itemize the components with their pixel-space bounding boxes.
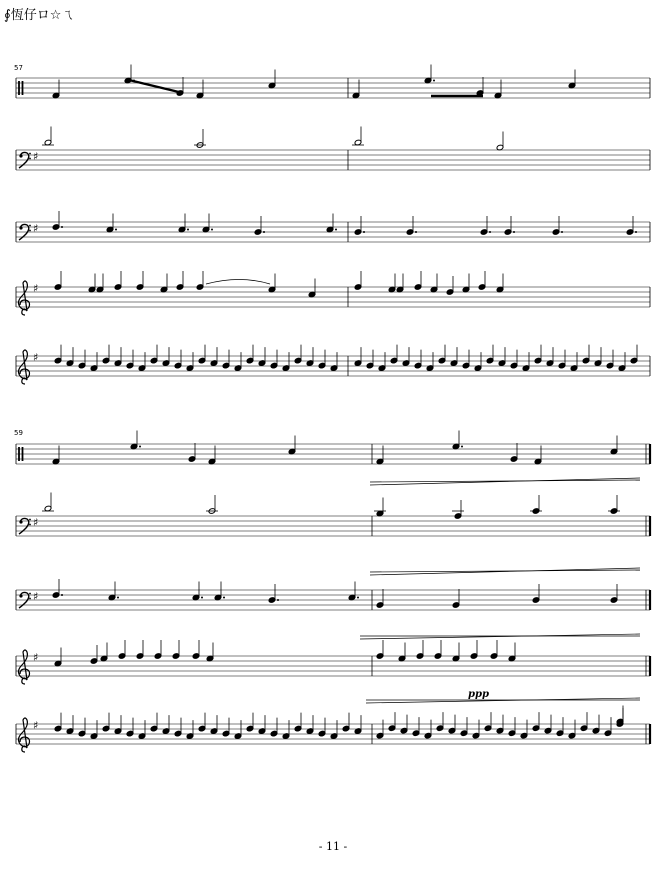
note-dot: [223, 597, 225, 599]
key-signature-sharp: ♯: [33, 590, 39, 603]
note-dot: [513, 231, 515, 233]
key-signature-sharp: ♯: [33, 150, 39, 163]
bass-clef-dot: [19, 520, 22, 523]
treble-clef: [19, 718, 30, 752]
bass-clef-dot: [29, 230, 31, 232]
key-signature-sharp: ♯: [33, 719, 39, 732]
treble-clef: [19, 350, 30, 384]
slur: [206, 280, 270, 285]
measure-number-system-1: 57: [14, 64, 23, 72]
note-dot: [357, 597, 359, 599]
note-dot: [489, 231, 491, 233]
note-dot: [561, 231, 563, 233]
key-signature-sharp: ♯: [33, 651, 39, 664]
dynamic-marking-ppp: ppp: [468, 689, 489, 700]
hairpin-line: [360, 634, 640, 639]
score-title: ∮恆仔ロ☆ㄟ: [4, 8, 75, 23]
note-dot: [201, 597, 203, 599]
note-dot: [115, 229, 117, 231]
note-dot: [117, 597, 119, 599]
bass-clef-dot: [29, 593, 31, 595]
key-signature-sharp: ♯: [33, 516, 39, 529]
bass-clef-dot: [29, 225, 31, 227]
key-signature-sharp: ♯: [33, 351, 39, 364]
note-dot: [61, 226, 63, 228]
measure-number-system-2: 59: [14, 429, 23, 437]
key-signature-sharp: ♯: [33, 282, 39, 295]
bass-clef-dot: [29, 153, 31, 155]
note-dot: [363, 231, 365, 233]
note-dot: [635, 231, 637, 233]
score-marks: [42, 65, 640, 740]
note-dot: [187, 229, 189, 231]
bass-clef-dot: [29, 524, 31, 526]
bass-clef-dot: [19, 154, 22, 157]
note-dot: [61, 594, 63, 596]
note-dot: [415, 231, 417, 233]
bass-clef-dot: [29, 158, 31, 160]
note-dot: [139, 446, 141, 448]
bass-clef-dot: [19, 594, 22, 597]
note-dot: [263, 231, 265, 233]
bass-clef-dot: [29, 598, 31, 600]
note-dot: [277, 599, 279, 601]
page-number: - 11 -: [318, 840, 348, 853]
bass-clef-dot: [19, 226, 22, 229]
note-dot: [433, 80, 435, 82]
key-signature-sharp: ♯: [33, 222, 39, 235]
note-dot: [461, 446, 463, 448]
note-dot: [335, 229, 337, 231]
note-dot: [211, 229, 213, 231]
treble-clef: [19, 281, 30, 315]
hairpin-line: [366, 698, 640, 703]
beam: [131, 81, 183, 94]
staff-lines: [16, 78, 650, 752]
bass-clef-dot: [29, 519, 31, 521]
treble-clef: [19, 650, 30, 684]
